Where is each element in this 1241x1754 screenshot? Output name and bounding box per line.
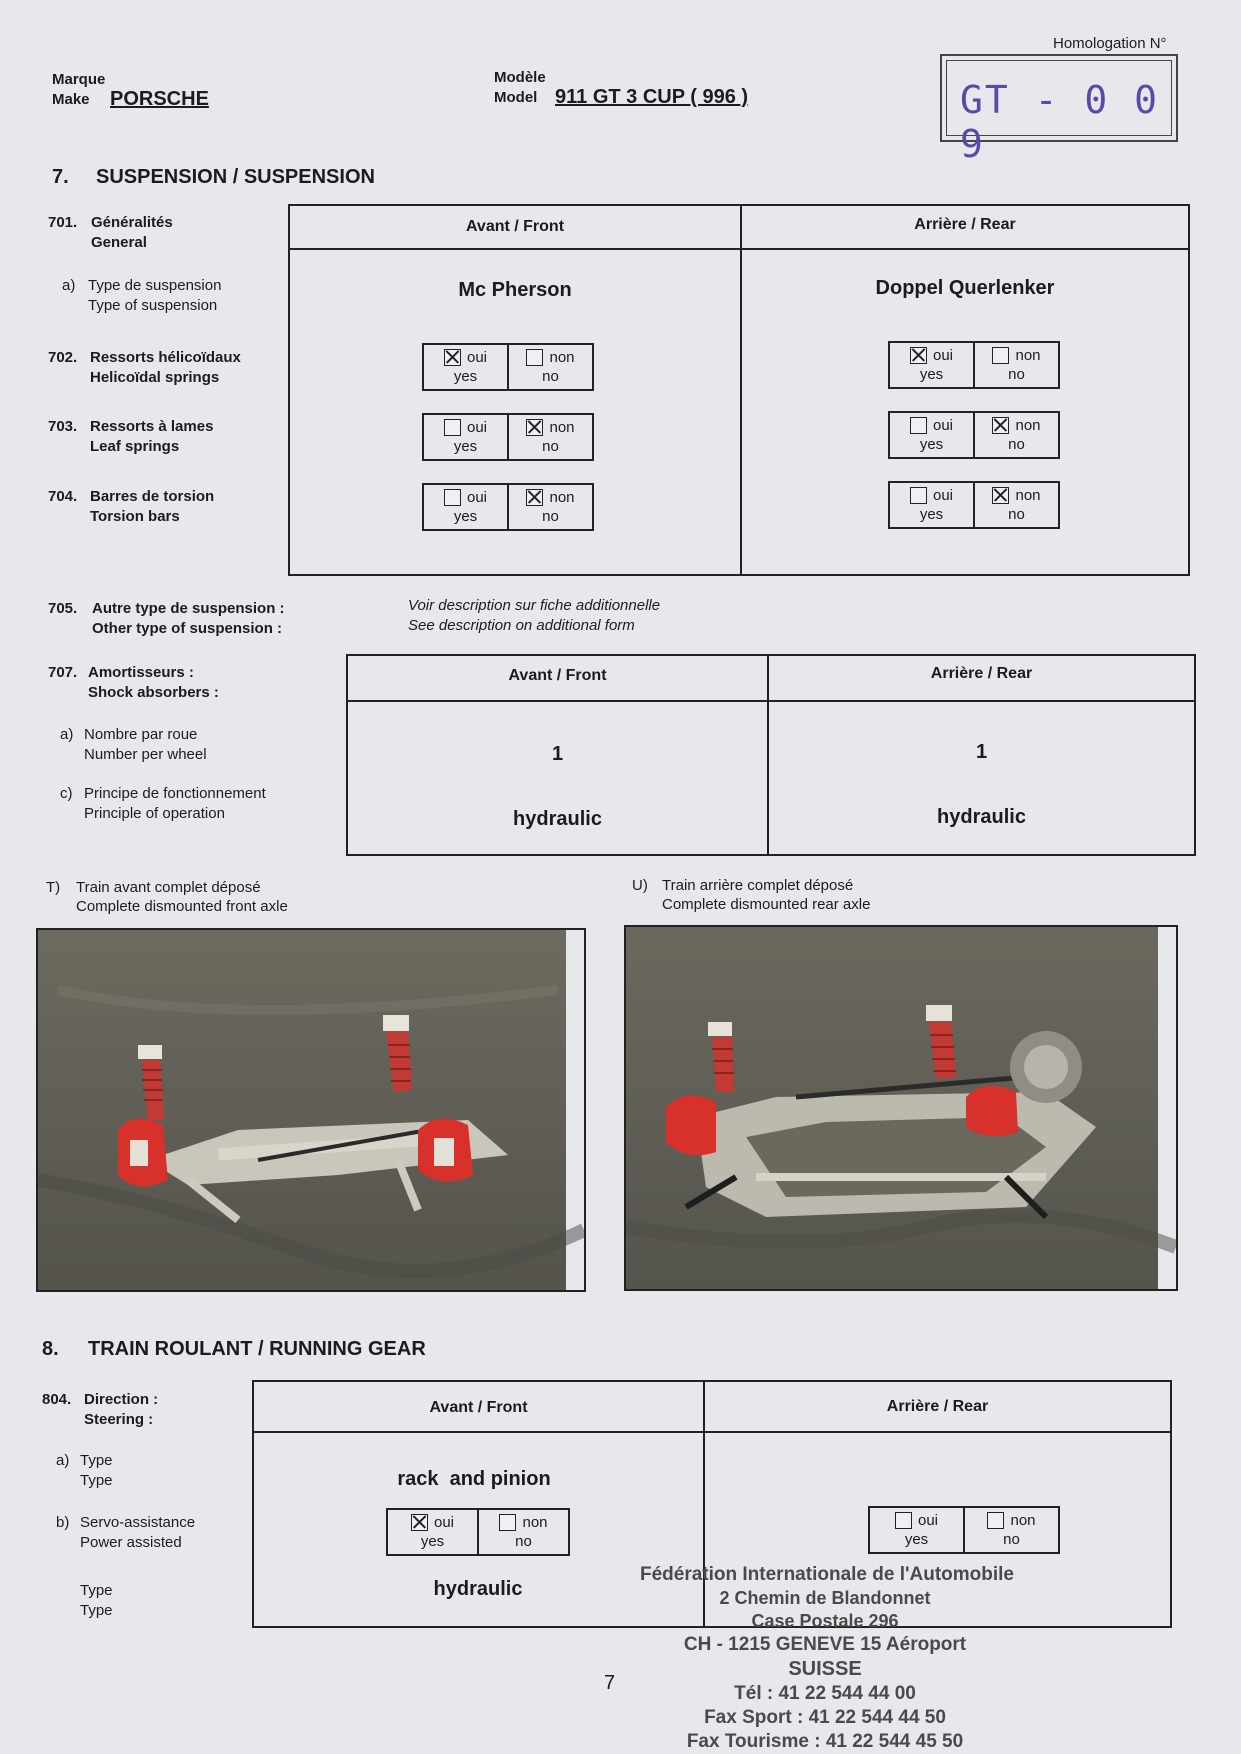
- item-702-fr: Ressorts hélicoïdaux: [90, 349, 241, 366]
- fia-address-stamp: [640, 1563, 1014, 1754]
- photo-u-fr: Train arrière complet déposé: [662, 877, 854, 894]
- item-707a-en: Number per wheel: [84, 746, 207, 763]
- checkbox-checked[interactable]: [910, 347, 927, 364]
- item-804a-en: Type: [80, 1472, 113, 1489]
- section-7-title: SUSPENSION / SUSPENSION: [96, 166, 375, 188]
- checkbox-checked[interactable]: [411, 1514, 428, 1531]
- no-label: no: [1008, 506, 1025, 523]
- no-label: no: [542, 508, 559, 525]
- item-705-fr: Autre type de suspension :: [92, 600, 285, 617]
- no-label: no: [1003, 1531, 1020, 1548]
- item-703-number: 703.: [48, 418, 78, 435]
- item-701-en: General: [91, 234, 147, 251]
- photo-t-letter: T): [46, 879, 61, 896]
- stamp-line-1: Fédération Internationale de l'Automobile: [640, 1564, 1014, 1585]
- checkbox-checked[interactable]: [526, 419, 543, 436]
- stamp-line-4: CH - 1215 GENEVE 15 Aéroport: [683, 1634, 967, 1655]
- oui-label: oui: [932, 487, 954, 504]
- front-header: Avant / Front: [508, 667, 607, 684]
- suspension-type-front: Mc Pherson: [458, 279, 572, 301]
- item-707a-letter: a): [60, 726, 74, 743]
- non-label: non: [522, 1514, 548, 1531]
- shock-number-front: 1: [551, 743, 564, 765]
- non-label: non: [1015, 347, 1041, 364]
- checkbox-unchecked[interactable]: [910, 417, 927, 434]
- oui-label: oui: [917, 1512, 939, 1529]
- table-divider: [740, 204, 742, 576]
- table-header-line: [346, 700, 1196, 702]
- item-704-fr: Barres de torsion: [90, 488, 215, 505]
- item-705-note-en: See description on additional form: [408, 617, 635, 634]
- helicoidal-springs-rear: [888, 341, 1060, 389]
- oui-label: oui: [932, 347, 954, 364]
- make-value: PORSCHE: [110, 88, 209, 110]
- non-label: non: [1010, 1512, 1036, 1529]
- item-707c-letter: c): [60, 785, 73, 802]
- power-assisted-rear: [868, 1506, 1060, 1554]
- make-label: Make: [52, 91, 90, 108]
- item-804b-en: Power assisted: [80, 1534, 182, 1551]
- item-a-fr: Type de suspension: [88, 277, 222, 294]
- front-header: Avant / Front: [429, 1399, 528, 1416]
- stamp-line-7: Fax Sport : 41 22 544 44 50: [704, 1707, 946, 1728]
- homologation-label: Homologation N°: [1053, 35, 1167, 52]
- item-804-number: 804.: [42, 1391, 72, 1408]
- stamp-line-2: 2 Chemin de Blandonnet: [719, 1588, 931, 1608]
- item-707-number: 707.: [48, 664, 78, 681]
- yes-label: yes: [919, 366, 944, 383]
- checkbox-checked[interactable]: [444, 349, 461, 366]
- section-8-number: 8.: [42, 1338, 59, 1360]
- checkbox-checked[interactable]: [992, 487, 1009, 504]
- checkbox-unchecked[interactable]: [987, 1512, 1004, 1529]
- oui-label: oui: [466, 489, 488, 506]
- non-label: non: [549, 489, 575, 506]
- shock-operation-front: hydraulic: [513, 808, 602, 830]
- rear-axle-photo: [624, 925, 1178, 1291]
- item-702-en: Helicoïdal springs: [90, 369, 220, 386]
- checkbox-unchecked[interactable]: [444, 419, 461, 436]
- item-707c-en: Principle of operation: [84, 805, 225, 822]
- checkbox-unchecked[interactable]: [499, 1514, 516, 1531]
- front-header: Avant / Front: [465, 218, 565, 235]
- item-707a-fr: Nombre par roue: [84, 726, 198, 743]
- checkbox-unchecked[interactable]: [526, 349, 543, 366]
- no-label: no: [1008, 366, 1025, 383]
- item-707-en: Shock absorbers :: [88, 684, 219, 701]
- item-705-number: 705.: [48, 600, 78, 617]
- shock-operation-rear: hydraulic: [937, 806, 1026, 828]
- no-label: no: [1008, 436, 1025, 453]
- yes-label: yes: [420, 1533, 445, 1550]
- yes-label: yes: [904, 1531, 929, 1548]
- item-707-fr: Amortisseurs :: [88, 664, 194, 681]
- yes-label: yes: [453, 438, 478, 455]
- no-label: no: [542, 438, 559, 455]
- yes-label: yes: [453, 508, 478, 525]
- checkbox-unchecked[interactable]: [992, 347, 1009, 364]
- helicoidal-springs-front: [422, 343, 594, 391]
- no-label: no: [515, 1533, 532, 1550]
- item-804a-letter: a): [56, 1452, 70, 1469]
- stamp-line-6: Tél : 41 22 544 44 00: [734, 1683, 916, 1704]
- item-702-number: 702.: [48, 349, 78, 366]
- photo-u-letter: U): [632, 877, 648, 894]
- item-804a-fr: Type: [80, 1452, 113, 1469]
- homologation-box: [940, 54, 1178, 166]
- marque-label: Marque: [52, 71, 106, 88]
- yes-label: yes: [453, 368, 478, 385]
- photo-t-fr: Train avant complet déposé: [76, 879, 261, 896]
- leaf-springs-front: [422, 413, 594, 461]
- item-804b-letter: b): [56, 1514, 70, 1531]
- checkbox-unchecked[interactable]: [444, 489, 461, 506]
- photo-u-en: Complete dismounted rear axle: [662, 896, 871, 913]
- table-header-line: [252, 1431, 1172, 1433]
- rear-header: Arrière / Rear: [886, 1398, 989, 1415]
- power-assisted-front: [386, 1508, 570, 1556]
- steering-type-front: rack and pinion: [397, 1468, 551, 1490]
- stamp-line-8: Fax Tourisme : 41 22 544 45 50: [686, 1731, 964, 1752]
- checkbox-unchecked[interactable]: [895, 1512, 912, 1529]
- section-8-title: TRAIN ROULANT / RUNNING GEAR: [88, 1338, 426, 1360]
- non-label: non: [549, 419, 575, 436]
- torsion-bars-front: [422, 483, 594, 531]
- oui-label: oui: [433, 1514, 455, 1531]
- checkbox-checked[interactable]: [526, 489, 543, 506]
- item-804-en: Steering :: [84, 1411, 154, 1428]
- item-705-en: Other type of suspension :: [92, 620, 283, 637]
- non-label: non: [1015, 417, 1041, 434]
- leaf-springs-rear: [888, 411, 1060, 459]
- item-804type-en: Type: [80, 1602, 113, 1619]
- item-707c-fr: Principe de fonctionnement: [84, 785, 266, 802]
- oui-label: oui: [932, 417, 954, 434]
- torsion-bars-rear: [888, 481, 1060, 529]
- stamp-line-3: Case Postale 296: [751, 1611, 899, 1631]
- shock-number-rear: 1: [975, 741, 988, 763]
- steering-power-type-front: hydraulic: [433, 1578, 523, 1600]
- item-701-number: 701.: [48, 214, 78, 231]
- stamp-line-5: SUISSE: [788, 1658, 862, 1680]
- page-number: 7: [604, 1672, 616, 1694]
- checkbox-checked[interactable]: [992, 417, 1009, 434]
- model-value: 911 GT 3 CUP ( 996 ): [555, 86, 749, 108]
- item-a-letter: a): [62, 277, 76, 294]
- yes-label: yes: [919, 506, 944, 523]
- item-a-en: Type of suspension: [88, 297, 218, 314]
- item-704-en: Torsion bars: [90, 508, 180, 525]
- table-header-line: [288, 248, 1190, 250]
- no-label: no: [542, 368, 559, 385]
- photo-t-en: Complete dismounted front axle: [76, 898, 288, 915]
- section-7-number: 7.: [52, 166, 69, 188]
- front-axle-photo: [36, 928, 586, 1292]
- suspension-type-rear: Doppel Querlenker: [875, 277, 1055, 299]
- item-804type-fr: Type: [80, 1582, 113, 1599]
- item-701-fr: Généralités: [91, 214, 173, 231]
- item-804-fr: Direction :: [84, 1391, 159, 1408]
- oui-label: oui: [466, 349, 488, 366]
- yes-label: yes: [919, 436, 944, 453]
- rear-header: Arrière / Rear: [930, 665, 1033, 682]
- item-705-note-fr: Voir description sur fiche additionnelle: [408, 597, 661, 614]
- item-804b-fr: Servo-assistance: [80, 1514, 196, 1531]
- non-label: non: [1015, 487, 1041, 504]
- oui-label: oui: [466, 419, 488, 436]
- item-703-fr: Ressorts à lames: [90, 418, 214, 435]
- item-703-en: Leaf springs: [90, 438, 180, 455]
- model-label: Model: [494, 89, 538, 106]
- rear-header: Arrière / Rear: [914, 216, 1016, 233]
- modele-label: Modèle: [494, 69, 546, 86]
- checkbox-unchecked[interactable]: [910, 487, 927, 504]
- homologation-number-stamp: GT - 0 0 9: [960, 78, 1160, 166]
- item-704-number: 704.: [48, 488, 78, 505]
- non-label: non: [549, 349, 575, 366]
